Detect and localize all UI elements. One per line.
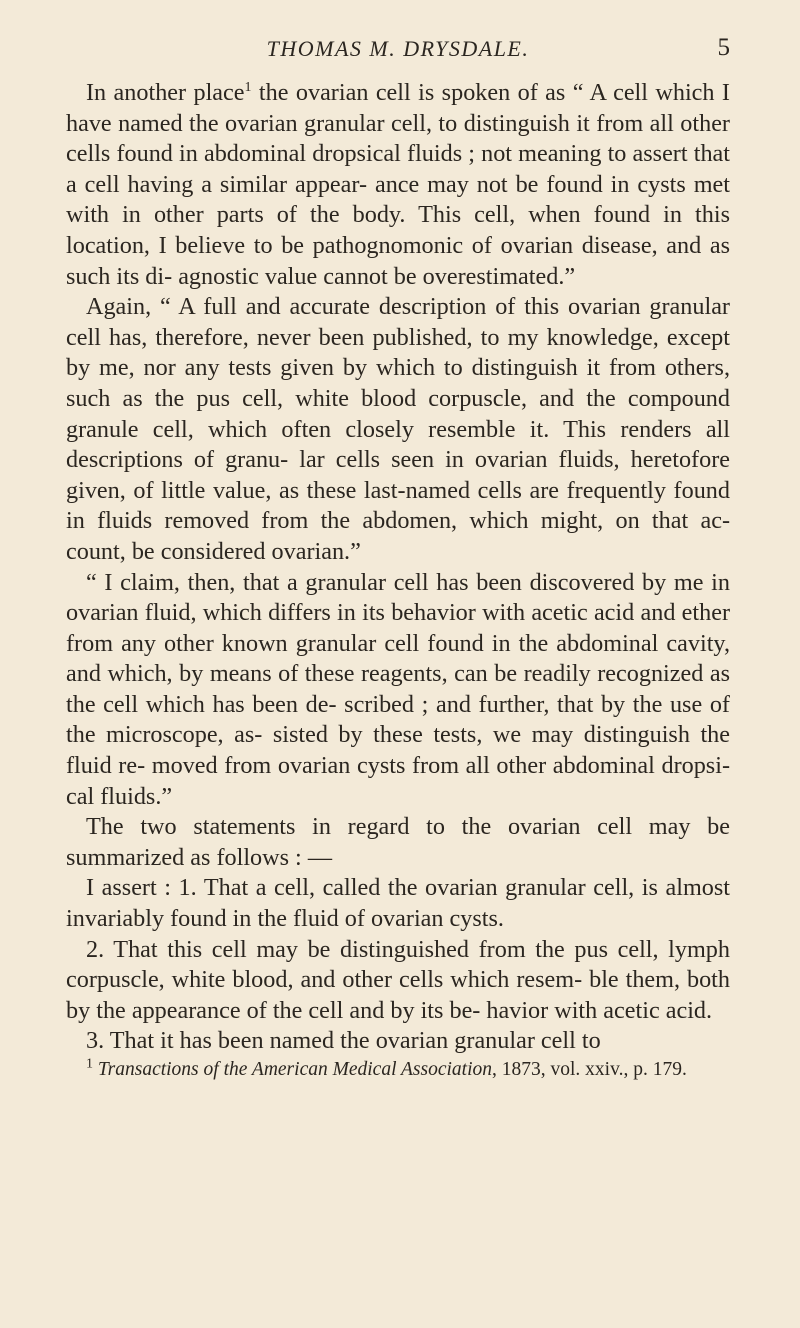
footnote-source-title: Transactions of the American Medical Association (97, 1059, 493, 1080)
paragraph-5: I assert : 1. That a cell, called the ovarian granular cell, is almost invariably found in the fluid of ovarian cysts. (66, 874, 730, 933)
body-text (66, 78, 730, 1083)
footnote (66, 1057, 730, 1083)
paragraph-1-rest: the ovarian cell is spoken of as “ A cell which I have named the ovarian granular cell, to distinguish it from all other cells found in abdominal dropsical fluids ; not meaning to assert that a cell having a similar appear- ance may not be found in cysts met with in other parts of the body. This cell, when found in this location, I believe to be pathognomonic of ovarian disease, and as such its di- agnostic value cannot be overestimated.” (66, 79, 730, 290)
running-head: THOMAS M. DRYSDALE. (266, 36, 530, 61)
paragraph-1-start: In another place (86, 79, 245, 106)
footnote-citation: , 1873, vol. xxiv., p. 179. (492, 1059, 687, 1080)
page-header (66, 36, 730, 72)
paragraph-4: The two statements in regard to the ovarian cell may be summarized as follows : — (66, 813, 730, 871)
page-number: 5 (717, 34, 730, 61)
paragraph-6: 2. That this cell may be distinguished from the pus cell, lymph corpuscle, white blood, and other cells which resem- ble them, both by the appearance of the cell and by its be- havior with acetic acid. (66, 935, 730, 1024)
paragraph-2: Again, “ A full and accurate description of this ovarian granular cell has, therefore, never been published, to my knowledge, except by me, nor any tests given by which to distinguish it from others, such as the pus cell, white blood corpuscle, and the compound granule cell, which often closely resemble it. This renders all descriptions of granu- lar cells seen in ovarian fluids, heretofore given, of little value, as these last-named cells are frequently found in fluids removed from the abdomen, which might, on that ac- count, be considered ovarian.” (66, 293, 730, 565)
paragraph-1 (66, 78, 730, 292)
paragraph-3: “ I claim, then, that a granular cell has been discovered by me in ovarian fluid, which differs in its behavior with acetic acid and ether from any other known granular cell found in the abdominal cavity, and which, by means of these reagents, can be readily recognized as the cell which has been de- scribed ; and further, that by the use of the microscope, as- sisted by these tests, we may distinguish the fluid re- moved from ovarian cysts from all other abdominal dropsi- cal fluids.” (66, 568, 730, 810)
footnote-reference-mark: 1 (244, 79, 252, 95)
paragraph-7: 3. That it has been named the ovarian granular cell to (86, 1027, 601, 1055)
footnote-mark: 1 (86, 1056, 93, 1072)
